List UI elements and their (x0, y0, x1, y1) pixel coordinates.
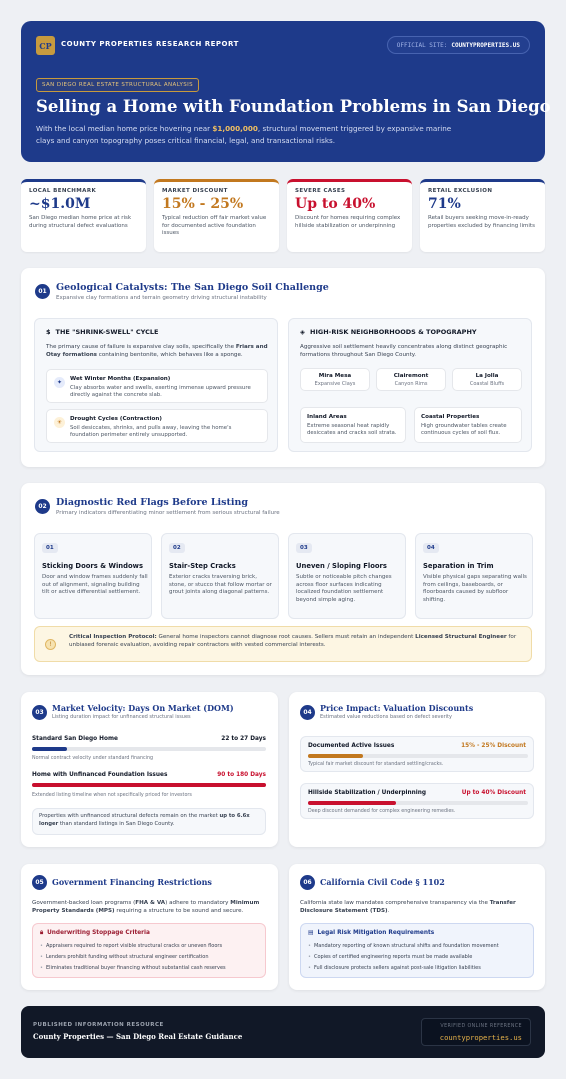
stat-label: RETAIL EXCLUSION (428, 188, 493, 194)
section-number: 01 (35, 284, 50, 299)
discount-active-box (300, 736, 534, 772)
reference-label: VERIFIED ONLINE REFERENCE (440, 1024, 522, 1029)
wet-desc: Clay absorbs water and swells, exerting immense upward pressure directly against the concrete slab. (70, 385, 251, 399)
legal-item: • Copies of certified engineering reports must be made available (308, 954, 472, 960)
dom-unfinanced-bar (32, 783, 266, 787)
page-subtitle (36, 123, 456, 147)
discount-hillside-fill (308, 801, 396, 805)
neighborhoods-heading (300, 328, 477, 336)
section-title: California Civil Code § 1102 (320, 877, 445, 887)
discount-hillside-note: Deep discount demanded for complex engineering remedies. (308, 809, 456, 814)
financing-mps: Minimum Property Standards (MPS) (32, 900, 260, 914)
warning-icon: ! (45, 639, 56, 650)
drought-title: Drought Cycles (Contraction) (70, 416, 162, 422)
velocity-multiplier: up to 6.6x longer (39, 813, 250, 827)
flag-title: Stair-Step Cracks (169, 562, 236, 570)
coastal-title: Coastal Properties (421, 414, 480, 420)
protocol-engineer: Licensed Structural Engineer (415, 634, 507, 640)
wet-winter-item (46, 369, 268, 403)
flag-desc: Subtle or noticeable pitch changes across floor surfaces indicating localized foundation settlement beyond simple aging. (296, 574, 392, 603)
section-market-velocity (21, 692, 278, 847)
underwriting-title: Underwriting Stoppage Criteria (47, 930, 150, 936)
shrink-swell-title: THE "SHRINK-SWELL" CYCLE (55, 328, 159, 336)
legal-title: Legal Risk Mitigation Requirements (317, 930, 435, 936)
stat-card (154, 179, 279, 252)
official-site-pill[interactable] (387, 36, 530, 54)
red-flag-card (288, 533, 406, 619)
neighborhood-mira-mesa (301, 373, 369, 387)
flag-desc: Exterior cracks traversing brick, stone, or stucco that follow mortar or grout joints along diagonal patterns. (169, 574, 272, 596)
civil-text-c: . (387, 908, 390, 914)
inland-desc: Extreme seasonal heat rapidly desiccates and cracks soil strata. (307, 423, 397, 437)
velocity-callout (32, 808, 266, 835)
dom-standard-fill (32, 747, 67, 751)
dom-standard-bar (32, 747, 266, 751)
stat-value: 71% (428, 196, 461, 212)
inland-areas-box (300, 407, 406, 443)
flag-number: 02 (169, 543, 185, 553)
stat-value: ~$1.0M (29, 196, 91, 212)
velocity-callout-text (39, 813, 261, 828)
section-title: Market Velocity: Days On Market (DOM) (52, 703, 234, 713)
discount-hillside-value: Up to 40% Discount (461, 790, 526, 796)
legal-item: • Full disclosure protects sellers against post-sale litigation liabilities (308, 965, 481, 971)
drought-desc: Soil desiccates, shrinks, and pulls away, leaving the home's foundation perimeter entirely unsupported. (70, 425, 232, 439)
stat-value: 15% - 25% (162, 196, 244, 212)
section-number: 03 (32, 705, 47, 720)
discount-hillside-box (300, 783, 534, 819)
section-financing (21, 864, 278, 990)
civil-tds: Transfer Disclosure Statement (TDS) (300, 900, 516, 914)
dom-standard-value: 22 to 27 Days (221, 736, 266, 742)
flag-number: 03 (296, 543, 312, 553)
discount-active-bar (308, 754, 528, 758)
discount-active-note: Typical fair market discount for standard settling/cracks. (308, 762, 444, 767)
dom-unfinanced-fill (32, 783, 266, 787)
coastal-box (414, 407, 522, 443)
brand-name: COUNTY PROPERTIES RESEARCH REPORT (61, 40, 239, 48)
stat-desc: Typical reduction off fair market value for documented active foundation issues (162, 215, 267, 236)
red-flag-card (161, 533, 279, 619)
lock-icon: 🔒︎ (40, 930, 44, 936)
neighborhood-type: Expansive Clays (314, 381, 356, 387)
report-tag: SAN DIEGO REAL ESTATE STRUCTURAL ANALYSIS (36, 78, 199, 92)
section-subtitle: Estimated value reductions based on defect severity (320, 714, 452, 720)
underwriting-box (32, 923, 266, 978)
section-price-impact (289, 692, 545, 847)
coastal-desc: High groundwater tables create continuous cycles of soil flux. (421, 423, 507, 437)
stat-card (287, 179, 412, 252)
neighborhoods-panel (288, 318, 532, 452)
section-title: Geological Catalysts: The San Diego Soil Challenge (56, 282, 329, 293)
shrink-swell-heading (46, 328, 158, 336)
neighborhood-la-jolla (453, 373, 521, 387)
inland-title: Inland Areas (307, 414, 347, 420)
stat-label: LOCAL BENCHMARK (29, 188, 97, 194)
layers-icon: ◈ (300, 328, 305, 336)
underwriting-item: • Appraisers required to report visible structural cracks or uneven floors (40, 943, 222, 949)
underwriting-item: • Eliminates traditional buyer financing without substantial cash reserves (40, 965, 226, 971)
neighborhoods-text: Aggressive soil settlement heavily concentrates along distinct geographic formations throughout San Diego County. (300, 344, 508, 358)
dom-standard-note: Normal contract velocity under standard financing (32, 756, 154, 761)
discount-active-label: Documented Active Issues (308, 743, 395, 749)
drought-item (46, 409, 268, 443)
discount-active-fill (308, 754, 363, 758)
neighborhood-name: La Jolla (475, 373, 499, 379)
discount-hillside-label: Hillside Stabilization / Underpinning (308, 790, 427, 796)
financing-programs: FHA & VA (135, 900, 166, 906)
section-geology (21, 268, 545, 467)
footer-label: PUBLISHED INFORMATION RESOURCE (33, 1022, 164, 1028)
neighborhood-clairemont (377, 373, 445, 387)
shrink-text-c: containing bentonite, which behaves like a sponge. (97, 352, 243, 358)
stat-card (21, 179, 146, 252)
stat-value: Up to 40% (295, 196, 376, 212)
shrink-text-a: The primary cause of failure is expansive clay soils, specifically the (46, 344, 236, 350)
flag-desc: Door and window frames suddenly fall out of alignment, signaling building tilt or active differential settlement. (42, 574, 148, 596)
underwriting-item: • Lenders prohibit funding without structural engineer certification (40, 954, 209, 960)
shrink-text-formations: Friars and Otay formations (46, 344, 268, 358)
underwriting-heading (40, 930, 150, 937)
civil-code-text (300, 899, 536, 915)
footer (21, 1006, 545, 1058)
site-url[interactable]: COUNTYPROPERTIES.US (451, 41, 520, 49)
reference-box[interactable] (421, 1018, 531, 1046)
protocol-text (69, 633, 525, 649)
stat-desc: San Diego median home price at risk during structural defect evaluations (29, 215, 132, 229)
reference-url[interactable]: countyproperties.us (439, 1033, 522, 1042)
red-flag-card (34, 533, 152, 619)
section-title: Price Impact: Valuation Discounts (320, 703, 474, 713)
civil-text-a: California state law mandates comprehensive transparency via the (300, 900, 490, 906)
red-flag-card (415, 533, 533, 619)
shrink-swell-text (46, 343, 270, 359)
protocol-label: Critical Inspection Protocol: (69, 634, 157, 640)
neighborhood-name: Mira Mesa (318, 373, 352, 379)
flag-number: 04 (423, 543, 439, 553)
section-number: 06 (300, 875, 315, 890)
stat-desc: Retail buyers seeking move-in-ready properties excluded by financing limits (428, 215, 535, 229)
neighborhood-type: Canyon Rims (394, 381, 428, 387)
subtitle-part-a: With the local median home price hovering near (36, 124, 213, 133)
neighborhood-chip (376, 368, 446, 391)
flag-title: Separation in Trim (423, 562, 494, 570)
section-number: 02 (35, 499, 50, 514)
legal-risk-box (300, 923, 534, 978)
financing-text (32, 899, 268, 915)
dollar-icon: $ (46, 328, 51, 336)
neighborhood-chip (452, 368, 522, 391)
discount-active-value: 15% - 25% Discount (461, 743, 526, 749)
footer-title: County Properties — San Diego Real Estate Guidance (33, 1032, 243, 1041)
financing-text-e: requiring a structure to be sound and secure. (114, 908, 244, 914)
shrink-swell-panel (34, 318, 278, 452)
sun-icon: ☀ (54, 417, 65, 428)
inspection-protocol-callout (34, 626, 532, 662)
neighborhood-name: Clairemont (393, 373, 429, 379)
section-number: 05 (32, 875, 47, 890)
legal-heading (308, 930, 434, 936)
dom-unfinanced-value: 90 to 180 Days (217, 772, 266, 778)
document-icon: ▤ (308, 930, 314, 936)
financing-text-a: Government-backed loan programs ( (32, 900, 136, 906)
protocol-text-a: General home inspectors cannot diagnose root causes. Sellers must retain an independent (156, 634, 416, 640)
section-subtitle: Expansive clay formations and terrain geometry driving structural instability (56, 295, 267, 301)
wet-title: Wet Winter Months (Expansion) (70, 376, 171, 382)
section-title: Government Financing Restrictions (52, 877, 212, 887)
raindrop-icon: ✦ (54, 377, 65, 388)
velocity-text-c: than standard listings in San Diego County. (58, 820, 175, 827)
legal-item: • Mandatory reporting of known structural shifts and foundation movement (308, 943, 499, 949)
stat-label: MARKET DISCOUNT (162, 188, 228, 194)
flag-number: 01 (42, 543, 58, 553)
flag-title: Uneven / Sloping Floors (296, 562, 387, 570)
hero-banner (21, 21, 551, 162)
velocity-text-a: Properties with unfinanced structural defects remain on the market (39, 813, 220, 819)
stat-desc: Discount for homes requiring complex hillside stabilization or underpinning (295, 215, 401, 229)
neighborhood-type: Coastal Bluffs (469, 381, 505, 387)
flag-title: Sticking Doors & Windows (42, 562, 143, 570)
stat-label: SEVERE CASES (295, 188, 346, 194)
dom-unfinanced-note: Extended listing timeline when not specifically priced for investors (32, 793, 192, 798)
subtitle-part-b: , structural movement triggered by expansive marine clays and canyon topography poses critical financial, legal, and transactional risks. (36, 124, 452, 145)
neighborhoods-title: HIGH-RISK NEIGHBORHOODS & TOPOGRAPHY (310, 328, 477, 336)
discount-hillside-bar (308, 801, 528, 805)
section-number: 04 (300, 705, 315, 720)
logo: CP (36, 36, 55, 55)
dom-standard-label: Standard San Diego Home (32, 736, 118, 742)
stat-card (420, 179, 545, 252)
section-subtitle: Primary indicators differentiating minor settlement from serious structural failure (56, 510, 280, 516)
flag-desc: Visible physical gaps separating walls from ceilings, baseboards, or floorboards caused by subfloor shifting. (423, 574, 527, 603)
subtitle-price: $1,000,000 (212, 124, 258, 133)
protocol-text-c: for unbiased forensic evaluation, avoiding repair contractors with vested commercial interests. (69, 634, 517, 648)
site-label: OFFICIAL SITE: (396, 41, 448, 49)
section-subtitle: Listing duration impact for unfinanced structural issues (52, 714, 191, 720)
financing-text-c: ) adhere to mandatory (165, 900, 231, 906)
page-title: Selling a Home with Foundation Problems in San Diego (36, 97, 551, 116)
neighborhood-chip (300, 368, 370, 391)
dom-unfinanced-label: Home with Unfinanced Foundation Issues (32, 772, 168, 778)
section-title: Diagnostic Red Flags Before Listing (56, 497, 249, 508)
section-civil-code (289, 864, 545, 990)
